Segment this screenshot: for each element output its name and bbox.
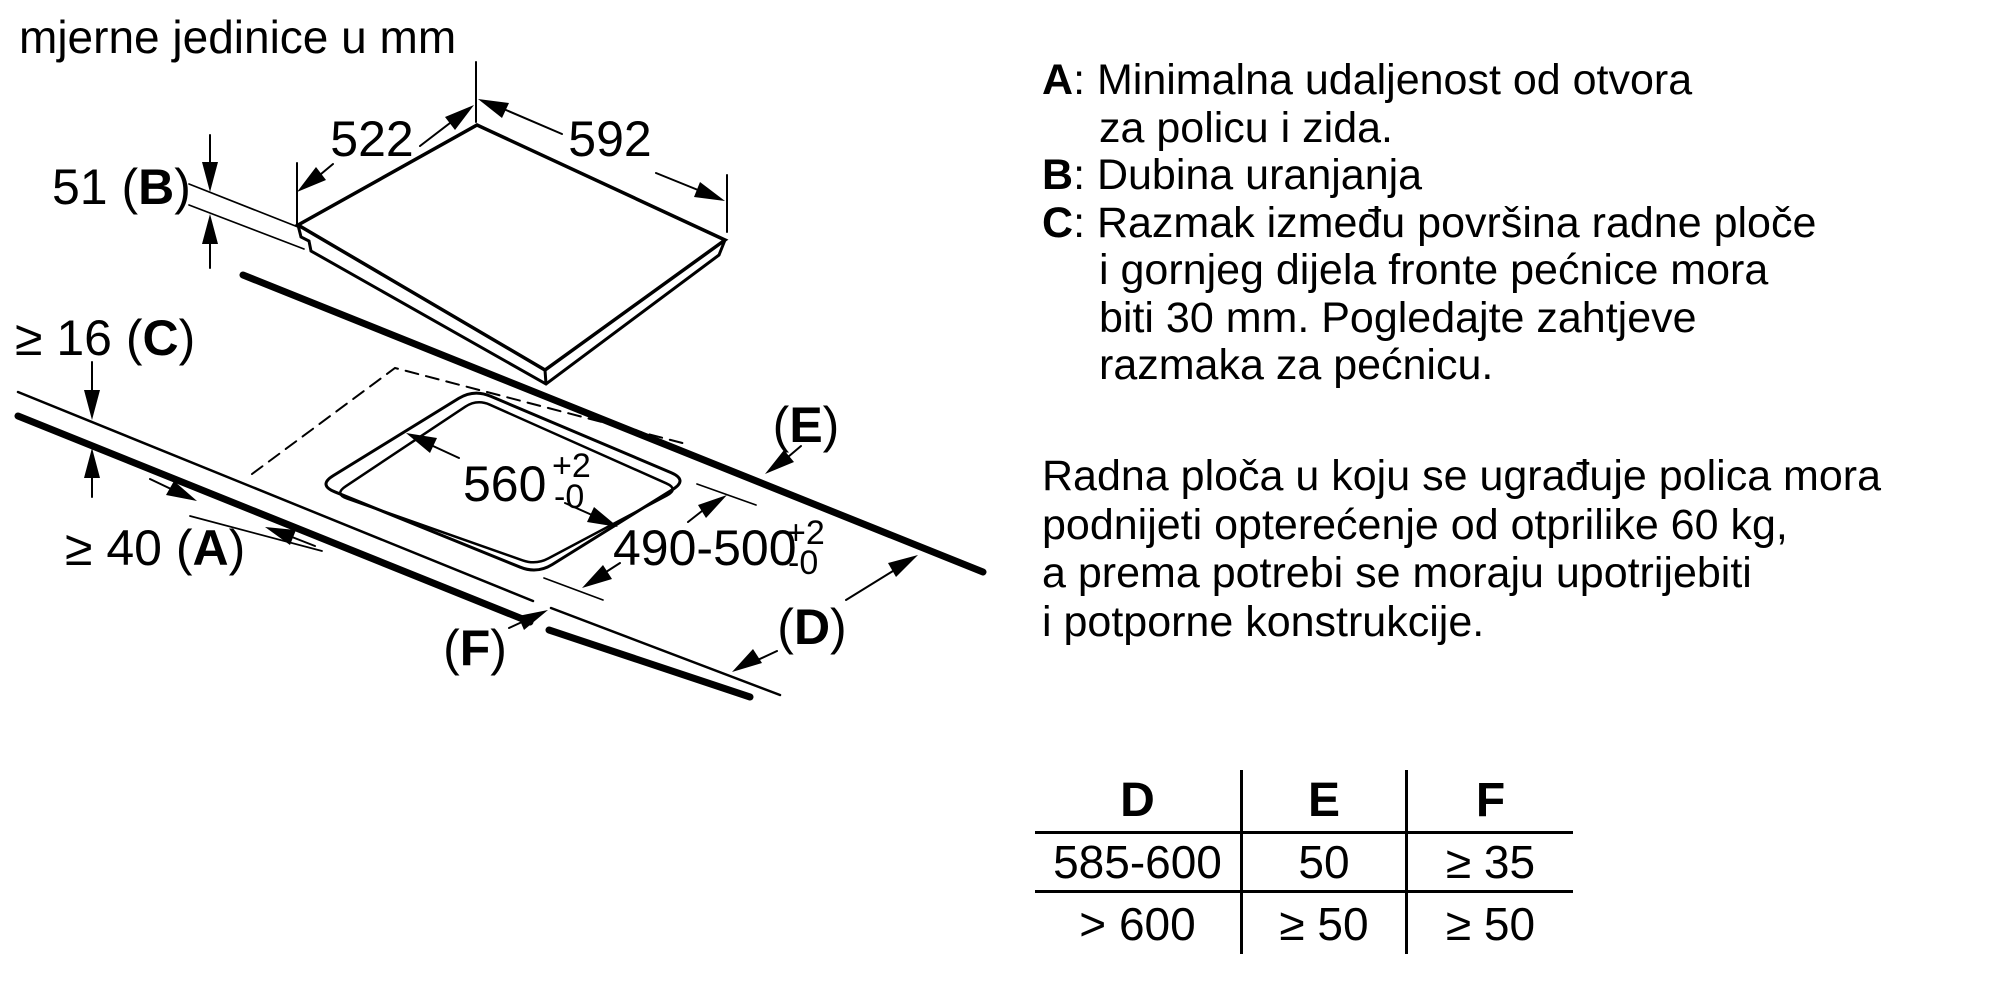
cutout-depth-tol-plus: +2 <box>786 514 825 552</box>
dim-c-label: ≥ 16 (C) <box>15 310 196 366</box>
label-f-leader <box>509 622 522 628</box>
cutout-depth-value: 490-500 <box>613 520 797 576</box>
note-c-line2: i gornjeg dijela fronte pećnice mora <box>1099 246 1769 294</box>
arrow-c-down <box>84 390 100 420</box>
arrow-490-upright <box>698 495 727 518</box>
note-b-line1: B: Dubina uranjanja <box>1042 151 1423 199</box>
table-row <box>1035 834 1573 893</box>
cutout-depth-tol-minus: -0 <box>788 544 819 582</box>
arrow-592-top <box>478 99 509 118</box>
paragraph-line: podnijeti opterećenje od otprilike 60 kg, <box>1042 500 1788 549</box>
note-c-line3: biti 30 mm. Pogledajte zahtjeve <box>1099 293 1697 342</box>
paragraph-line: Radna ploča u koju se ugrađuje polica mora <box>1042 452 1882 500</box>
arrow-label-d-down <box>732 649 762 672</box>
arrow-490-downleft <box>582 565 612 588</box>
cutout-width-tol-minus: -0 <box>554 478 585 516</box>
table-cell-e2: ≥ 50 <box>1243 893 1408 954</box>
cutout-width-tol-plus: +2 <box>552 447 591 485</box>
dim-a-label: ≥ 40 (A) <box>65 520 246 576</box>
arrow-c-up <box>84 448 100 478</box>
dim-522-value: 522 <box>330 111 414 167</box>
table-cell-e1: 50 <box>1243 834 1408 893</box>
note-c-key: C <box>1042 198 1074 247</box>
table-cell-d1: 585-600 <box>1035 834 1243 893</box>
arrow-522-left <box>297 167 326 192</box>
dim-b-label: 51 (B) <box>52 159 191 215</box>
table-header-d: D <box>1035 770 1243 834</box>
table-row <box>1035 893 1573 954</box>
note-b-key: B <box>1042 151 1074 199</box>
arrow-label-e <box>765 450 794 474</box>
arrow-592-right <box>694 182 725 201</box>
label-f: (F) <box>443 620 507 676</box>
note-c-line1: C: Razmak između površina radne ploče <box>1042 198 1817 247</box>
label-d: (D) <box>777 599 847 655</box>
cutout-width-value: 560 <box>463 456 547 512</box>
dim-592-value: 592 <box>568 111 652 167</box>
arrow-label-f <box>518 610 548 630</box>
table-cell-f1: ≥ 35 <box>1408 834 1573 893</box>
label-e: (E) <box>772 397 840 453</box>
note-a-line2: za policu i zida. <box>1099 103 1393 152</box>
note-a-line1: A: Minimalna udaljenost od otvora <box>1042 56 1693 104</box>
legend-notes <box>1042 57 1982 390</box>
table-header-e: E <box>1243 770 1408 834</box>
table-header-row <box>1035 770 1573 834</box>
paragraph-line: a prema potrebi se moraju upotrijebiti <box>1042 549 1752 597</box>
paragraph-line: i potporne konstrukcije. <box>1042 597 1485 646</box>
table-header-f: F <box>1408 770 1573 834</box>
table-cell-f2: ≥ 50 <box>1445 897 1536 950</box>
arrow-b-up <box>202 214 218 244</box>
note-a-key: A <box>1042 56 1074 104</box>
arrow-b-down <box>202 162 218 192</box>
worktop-load-paragraph <box>1042 452 1992 646</box>
table-cell-d2: > 600 <box>1035 893 1243 954</box>
page-title: mjerne jedinice u mm <box>19 11 457 63</box>
arrow-label-d-up <box>888 555 918 577</box>
arrow-522-top <box>445 105 474 130</box>
def-dimension-table <box>1035 770 1573 954</box>
note-c-line4: razmaka za pećnicu. <box>1099 341 1494 389</box>
